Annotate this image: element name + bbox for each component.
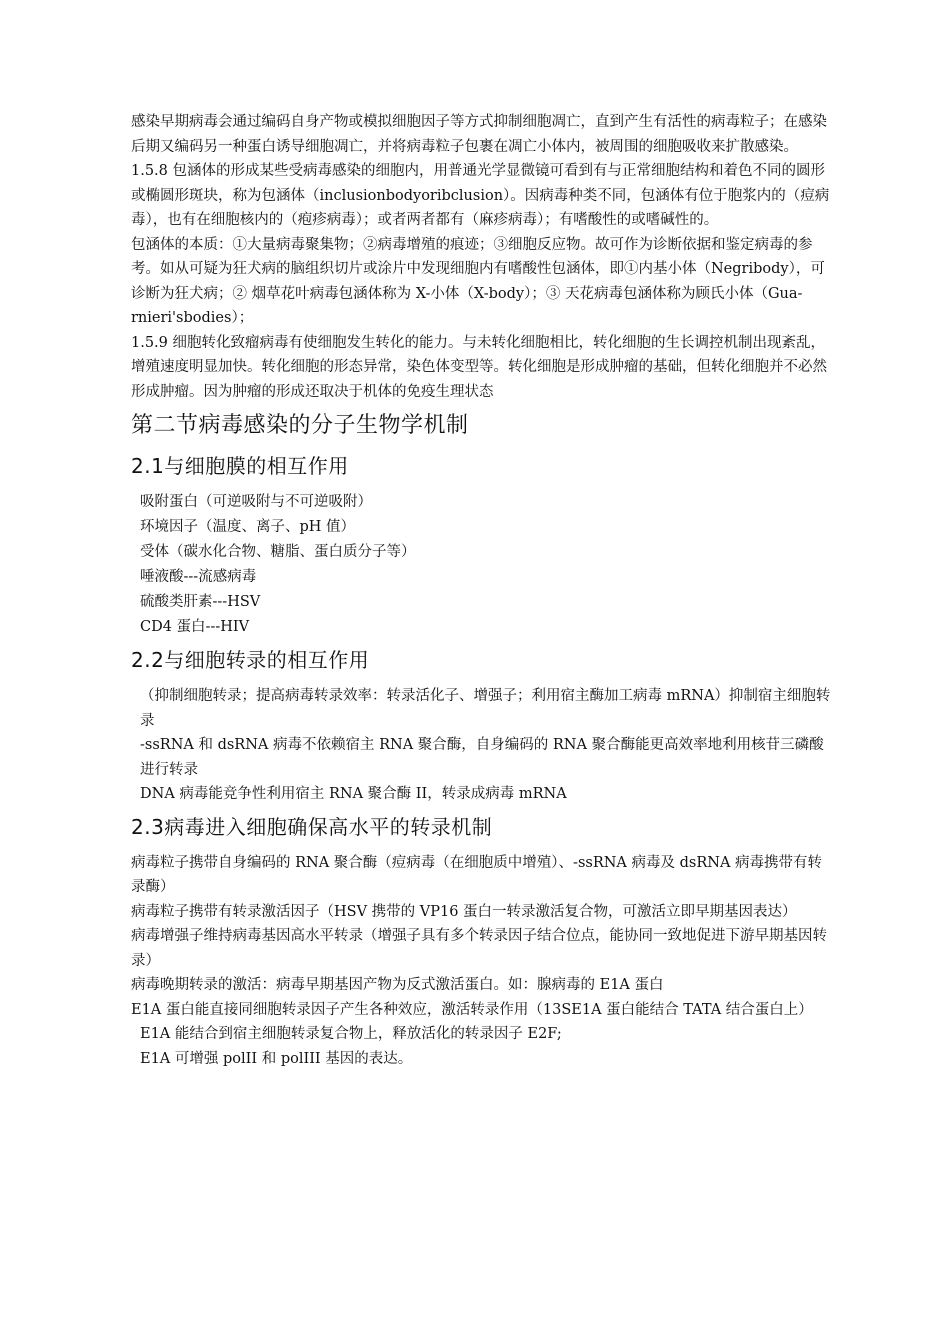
- paragraph-transcription-activator: 病毒粒子携带有转录激活因子（HSV 携带的 VP16 蛋白一转录激活复合物，可激活立即早期基因表达）: [131, 903, 797, 920]
- membrane-interaction-list: [140, 490, 831, 640]
- paragraph-dna-virus: DNA 病毒能竞争性利用宿主 RNA 聚合酶 II，转录成病毒 mRNA: [140, 786, 567, 802]
- paragraph-transcription-inhibit: （抑制细胞转录；提高病毒转录效率：转录活化子、增强子；利用宿主酶加工病毒 mRNA）抑制宿主细胞转录: [140, 688, 831, 729]
- paragraph-inclusion-nature: 包涵体的本质：①大量病毒聚集物；②病毒增殖的痕迹；③细胞反应物。故可作为诊断依据和鉴定病毒的参考。如从可疑为狂犬病的脑组织切片或涂片中发现细胞内有嗜酸性包涵体，即①内基小体（Negribody），可诊断为狂犬病；② 烟草花叶病毒包涵体称为 X-小体（X-body）；③ 天花病毒包涵体称为顾氏小体（Gua-rnieri'sbodies）；: [131, 236, 825, 326]
- list-item: 受体（碳水化合物、糖脂、蛋白质分子等）: [140, 544, 416, 560]
- paragraph-cell-transformation: 1.5.9 细胞转化致瘤病毒有使细胞发生转化的能力。与未转化细胞相比，转化细胞的生长调控机制出现紊乱，增殖速度明显加快。转化细胞的形态异常，染色体变型等。转化细胞是形成肿瘤的基础，但转化细胞并不必然形成肿瘤。因为肿瘤的形成还取决于机体的免疫生理状态: [131, 334, 827, 400]
- paragraph-inclusion-body: 1.5.8 包涵体的形成某些受病毒感染的细胞内，用普通光学显微镜可看到有与正常细胞结构和着色不同的圆形或椭圆形斑块，称为包涵体（inclusionbodyoribclusion）。因病毒种类不同，包涵体有位于胞浆内的（痘病毒），也有在细胞核内的（疱疹病毒）；或者两者都有（麻疹病毒）；有嗜酸性的或嗜碱性的。: [131, 163, 830, 228]
- list-item: 环境因子（温度、离子、pH 值）: [140, 519, 356, 535]
- subsection-2-3-title: 2.3病毒进入细胞确保高水平的转录机制: [131, 814, 493, 839]
- list-item: 吸附蛋白（可逆吸附与不可逆吸附）: [140, 494, 372, 510]
- paragraph-apoptosis: 感染早期病毒会通过编码自身产物或模拟细胞因子等方式抑制细胞凋亡，直到产生有活性的病毒粒子；在感染后期又编码另一种蛋白诱导细胞凋亡，并将病毒粒子包裹在凋亡小体内，被周围的细胞吸收来扩散感染。: [131, 114, 827, 155]
- paragraph-late-transcription: 病毒晚期转录的激活：病毒早期基因产物为反式激活蛋白。如：腺病毒的 E1A 蛋白: [131, 977, 664, 993]
- list-item: 硫酸类肝素---HSV: [140, 594, 261, 610]
- section-title: 第二节病毒感染的分子生物学机制: [131, 413, 469, 438]
- paragraph-rna-polymerase: -ssRNA 和 dsRNA 病毒不依赖宿主 RNA 聚合酶，自身编码的 RNA 聚合酶能更高效率地利用核苷三磷酸进行转录: [140, 737, 824, 778]
- paragraph-e1a-e2f: E1A 能结合到宿主细胞转录复合物上，释放活化的转录因子 E2F;: [140, 1026, 562, 1042]
- paragraph-enhancer: 病毒增强子维持病毒基因高水平转录（增强子具有多个转录因子结合位点，能协同一致地促进下游早期基因转录）: [131, 928, 827, 969]
- list-item: 唾液酸---流感病毒: [140, 569, 257, 585]
- document-page: [131, 110, 831, 1071]
- subsection-2-2-title: 2.2与细胞转录的相互作用: [131, 648, 370, 672]
- list-item: CD4 蛋白---HIV: [140, 619, 250, 635]
- paragraph-e1a-effect: E1A 蛋白能直接同细胞转录因子产生各种效应，激活转录作用（13SE1A 蛋白能结合 TATA 结合蛋白上）: [131, 1001, 813, 1018]
- paragraph-virion-polymerase: 病毒粒子携带自身编码的 RNA 聚合酶（痘病毒（在细胞质中增殖）、-ssRNA 病毒及 dsRNA 病毒携带有转录酶）: [131, 854, 823, 895]
- subsection-2-1-title: 2.1与细胞膜的相互作用: [131, 454, 349, 478]
- paragraph-e1a-pol: E1A 可增强 polII 和 polIII 基因的表达。: [140, 1050, 413, 1067]
